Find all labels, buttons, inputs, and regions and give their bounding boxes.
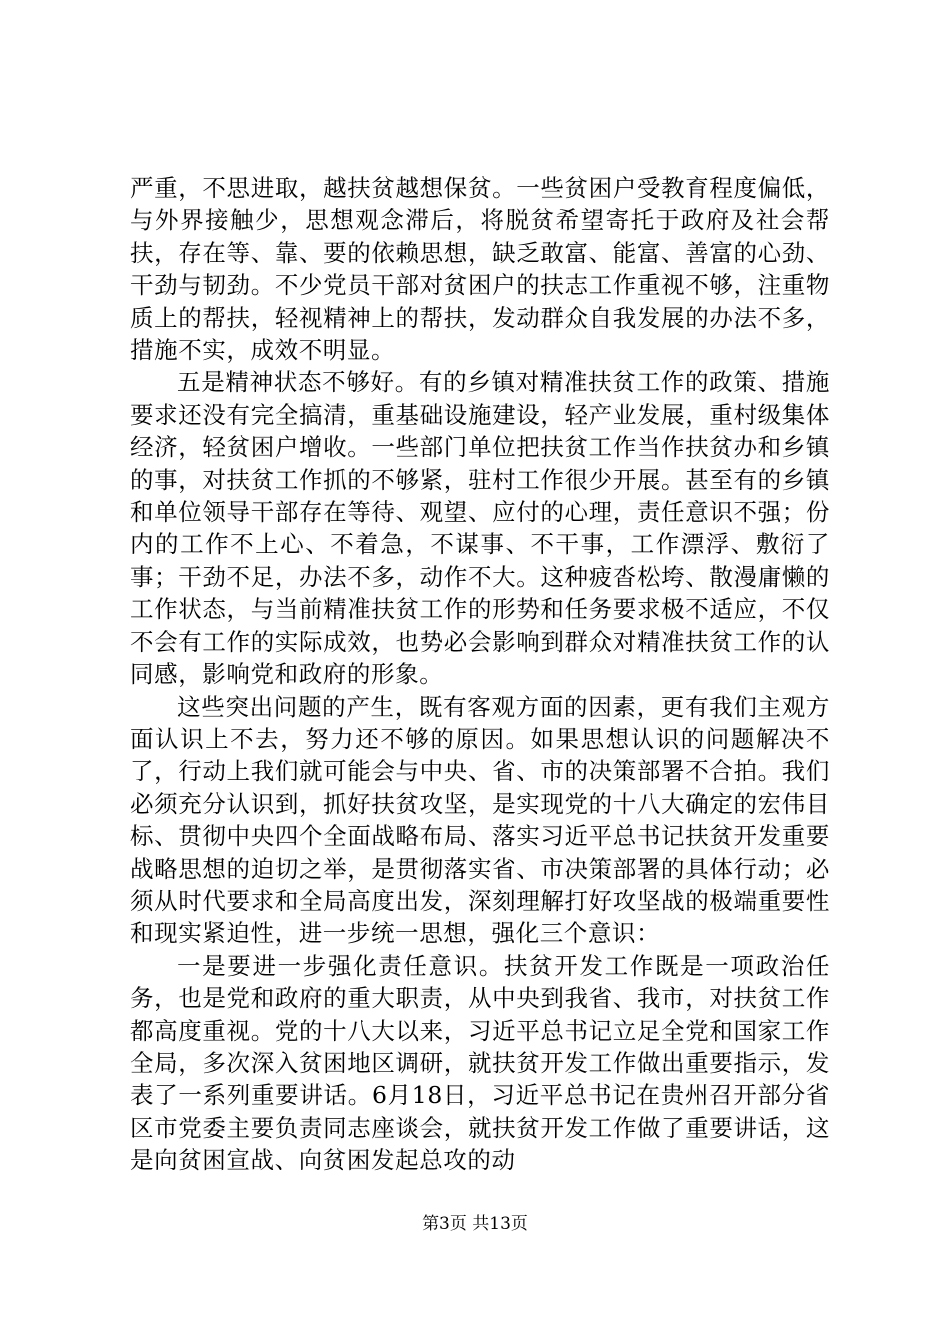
paragraph-2: 五是精神状态不够好。有的乡镇对精准扶贫工作的政策、措施要求还没有完全搞清，重基础设施建设，轻产业发展，重村级集体经济，轻贫困户增收。一些部门单位把扶贫工作当作扶贫办和乡镇的事，对扶贫工作抓的不够紧，驻村工作很少开展。甚至有的乡镇和单位领导干部存在等待、观望、应付的心理，责任意识不强；份内的工作不上心、不着急，不谋事、不干事，工作漂浮、敷衍了事；干劲不足，办法不多，动作不大。这种疲沓松垮、散漫庸懒的工作状态，与当前精准扶贫工作的形势和任务要求极不适应，不仅不会有工作的实际成效，也势必会影响到群众对精准扶贫工作的认同感，影响党和政府的形象。 — [130, 368, 830, 689]
page-number-footer: 第3页 共13页 — [422, 1214, 528, 1234]
paragraph-4: 一是要进一步强化责任意识。扶贫开发工作既是一项政治任务，也是党和政府的重大职责，从中央到我省、我市，对扶贫工作都高度重视。党的十八大以来，习近平总书记立足全党和国家工作全局，多次深入贫困地区调研，就扶贫开发工作做出重要指示，发表了一系列重要讲话。6月18日，习近平总书记在贵州召开部分省区市党委主要负责同志座谈会，就扶贫开发工作做了重要讲话，这是向贫困宣战、向贫困发起总攻的动 — [130, 951, 830, 1175]
paragraph-3: 这些突出问题的产生，既有客观方面的因素，更有我们主观方面认识上不去，努力还不够的原因。如果思想认识的问题解决不了，行动上我们就可能会与中央、省、市的决策部署不合拍。我们必须充分认识到，抓好扶贫攻坚，是实现党的十八大确定的宏伟目标、贯彻中央四个全面战略布局、落实习近平总书记扶贫开发重要战略思想的迫切之举，是贯彻落实省、市决策部署的具体行动；必须从时代要求和全局高度出发，深刻理解打好攻坚战的极端重要性和现实紧迫性，进一步统一思想，强化三个意识： — [130, 692, 830, 948]
document-body — [130, 172, 830, 1177]
paragraph-1: 严重，不思进取，越扶贫越想保贫。一些贫困户受教育程度偏低，与外界接触少，思想观念滞后，将脱贫希望寄托于政府及社会帮扶，存在等、靠、要的依赖思想，缺乏敢富、能富、善富的心劲、干劲与韧劲。不少党员干部对贫困户的扶志工作重视不够，注重物质上的帮扶，轻视精神上的帮扶，发动群众自我发展的办法不多，措施不实，成效不明显。 — [130, 174, 830, 365]
